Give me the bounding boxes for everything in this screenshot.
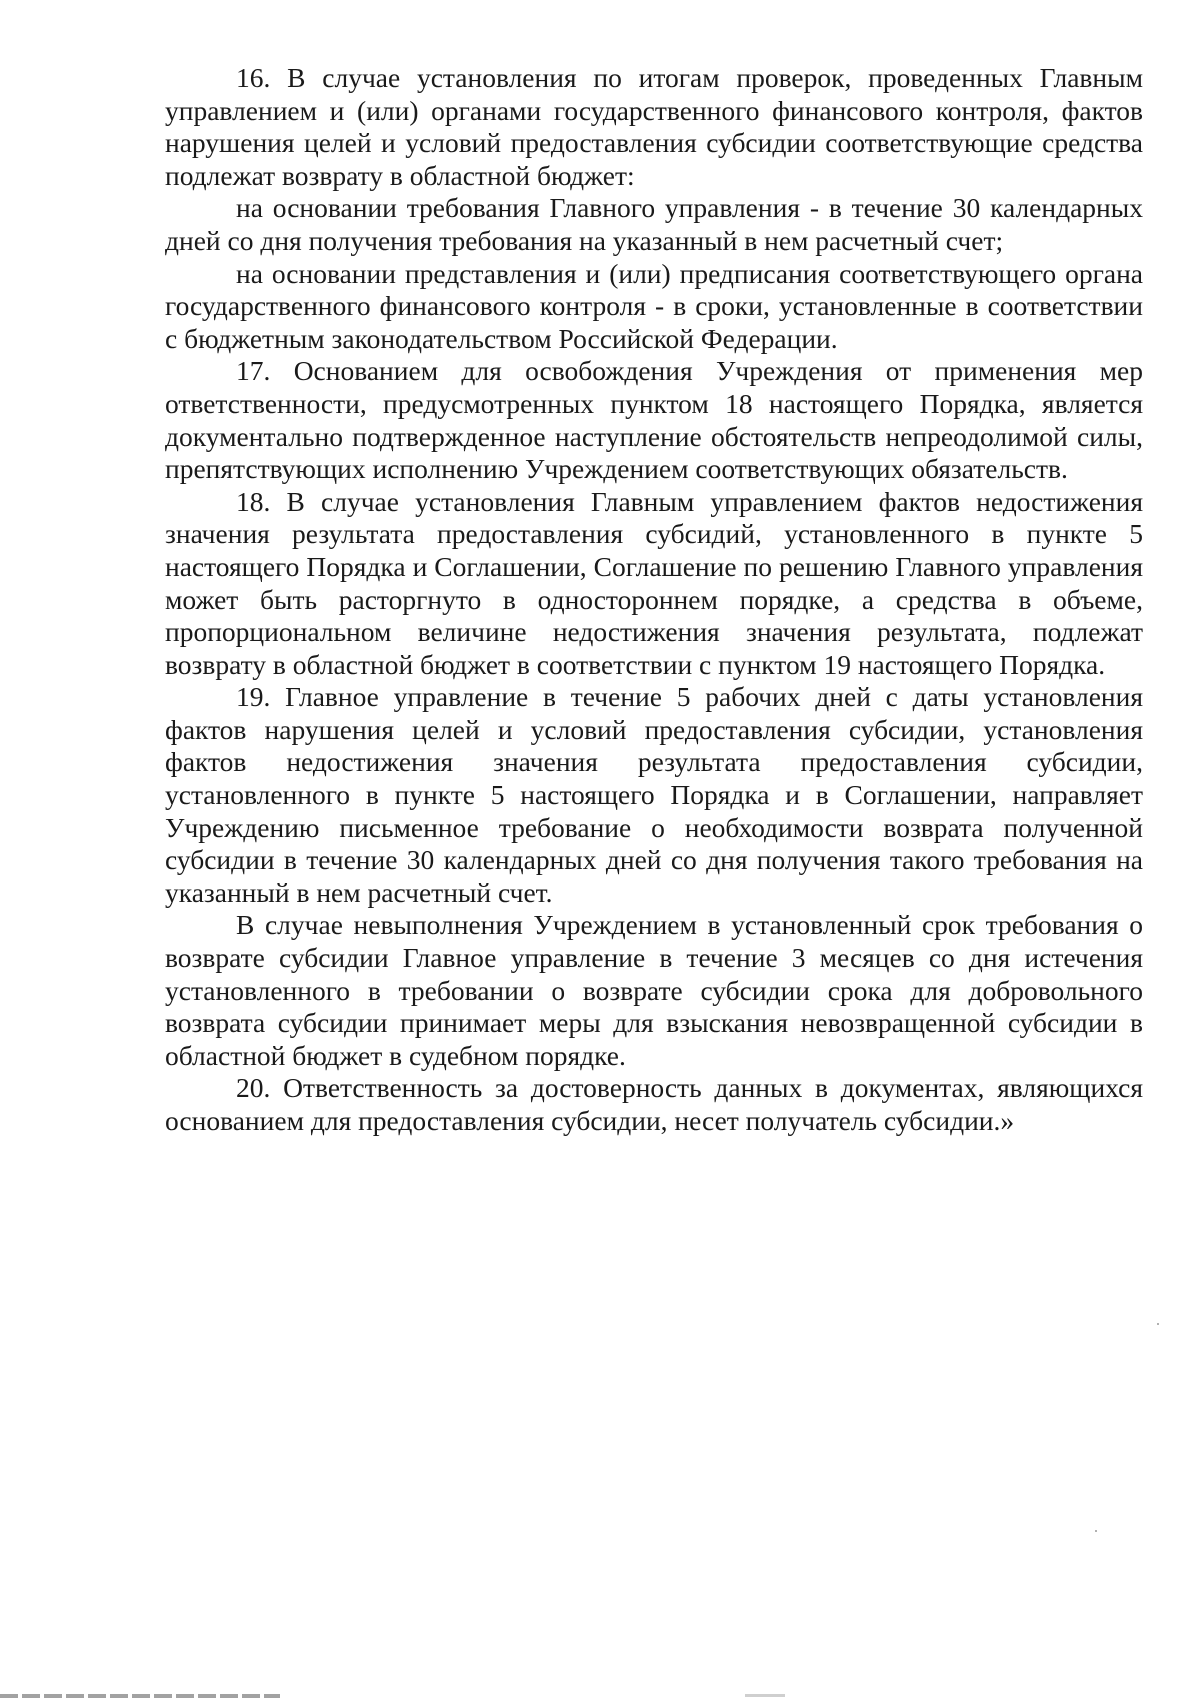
scan-speck — [1157, 1323, 1159, 1325]
scan-speck — [1095, 1530, 1097, 1532]
paragraph-16-item-1: на основании требования Главного управления - в течение 30 календарных дней со дня получения требования на указанный в нем расчетный счет; — [165, 192, 1143, 256]
paragraph-20: 20. Ответственность за достоверность данных в документах, являющихся основанием для предоставления субсидии, несет получатель субсидии.» — [165, 1072, 1143, 1136]
paragraph-19: 19. Главное управление в течение 5 рабочих дней с даты установления фактов нарушения целей и условий предоставления субсидии, установления фактов недостижения значения результата предоставления субсидии, установленного в пункте 5 настоящего Порядка и в Соглашении, направляет Учреждению письменное требование о необходимости возврата полученной субсидии в течение 30 календарных дней со дня получения такого требования на указанный в нем расчетный счет. — [165, 681, 1143, 908]
paragraph-16: 16. В случае установления по итогам проверок, проведенных Главным управлением и (или) органами государственного финансового контроля, фактов нарушения целей и условий предоставления субсидии соответствующие средства подлежат возврату в областной бюджет: — [165, 62, 1143, 191]
scan-artifact-bottom-center — [745, 1694, 785, 1697]
paragraph-16-item-2: на основании представления и (или) предписания соответствующего органа государственного финансового контроля - в сроки, установленные в соответствии с бюджетным законодательством Российской Федерации. — [165, 257, 1143, 354]
paragraph-19-continuation: В случае невыполнения Учреждением в установленный срок требования о возврате субсидии Главное управление в течение 3 месяцев со дня истечения установленного в требовании о возврате субсидии срока для добровольного возврата субсидии принимает меры для взыскания невозвращенной субсидии в областной бюджет в судебном порядке. — [165, 909, 1143, 1071]
paragraph-17: 17. Основанием для освобождения Учреждения от применения мер ответственности, предусмотренных пунктом 18 настоящего Порядка, является документально подтвержденное наступление обстоятельств непреодолимой силы, препятствующих исполнению Учреждением соответствующих обязательств. — [165, 355, 1143, 485]
scan-artifact-bottom-left — [0, 1694, 280, 1698]
paragraph-18: 18. В случае установления Главным управлением фактов недостижения значения результата предоставления субсидий, установленного в пункте 5 настоящего Порядка и Соглашении, Соглашение по решению Главного управления может быть расторгнуто в одностороннем порядке, а средства в объеме, пропорциональном величине недостижения значения результата, подлежат возврату в областной бюджет в соответствии с пунктом 19 настоящего Порядка. — [165, 485, 1143, 680]
document-body — [165, 62, 1143, 1138]
